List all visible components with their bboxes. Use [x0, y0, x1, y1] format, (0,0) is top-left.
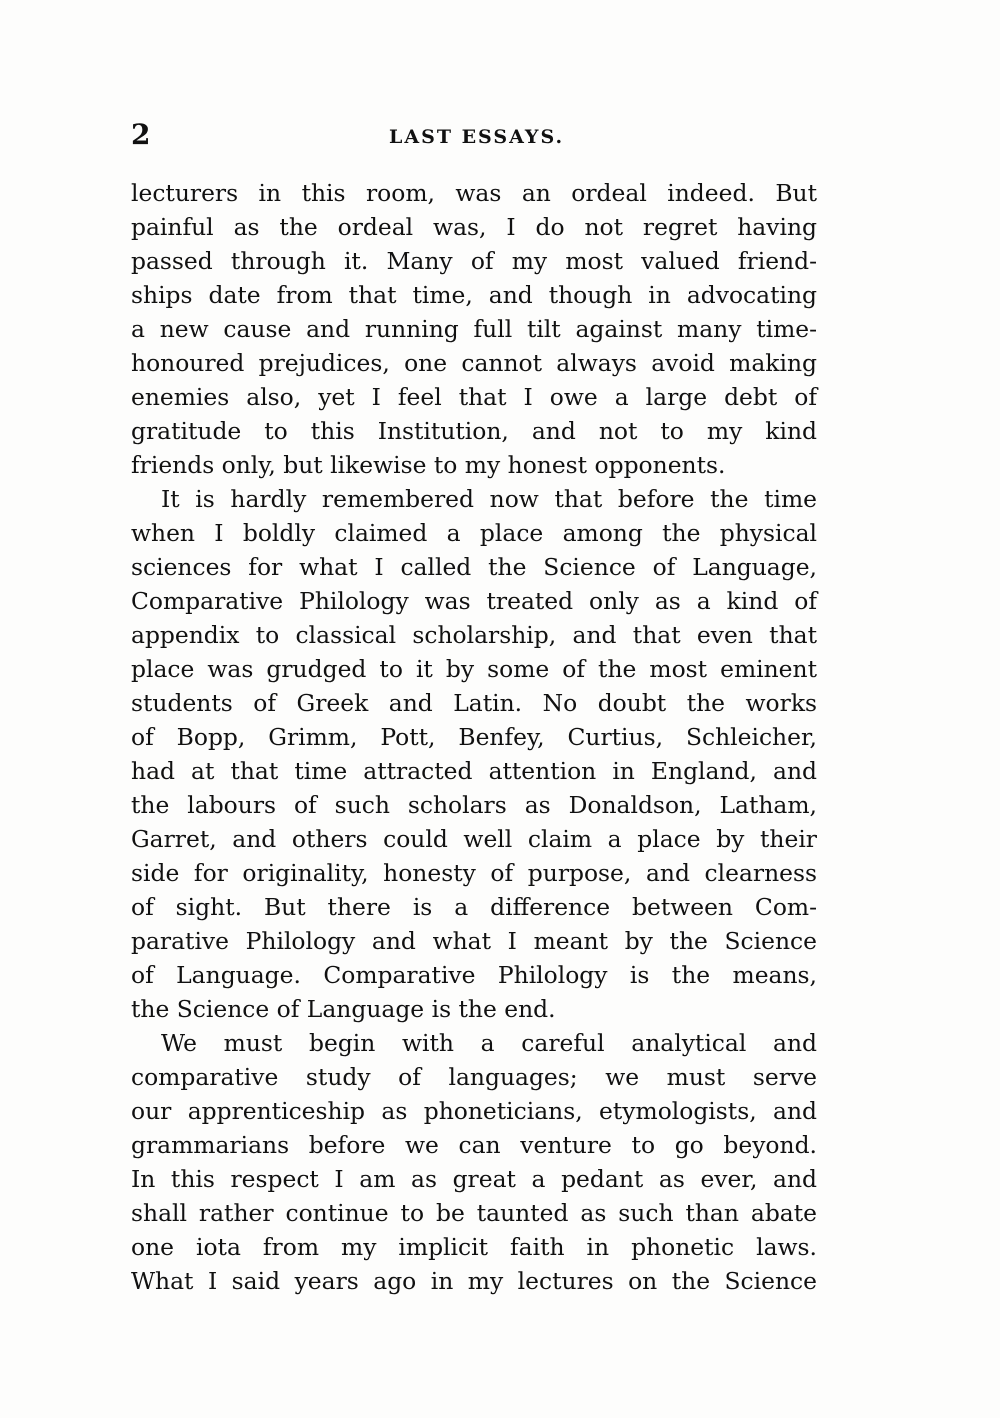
text-line: painful as the ordeal was, I do not regret having: [131, 213, 817, 241]
text-line: students of Greek and Latin. No doubt the works: [131, 689, 817, 717]
text-line: a new cause and running full tilt against many time-: [131, 315, 817, 343]
text-line: grammarians before we can venture to go beyond.: [131, 1131, 817, 1159]
text-line: Garret, and others could well claim a place by their: [131, 825, 817, 853]
text-line: when I boldly claimed a place among the physical: [131, 519, 817, 547]
paragraph-3: [131, 1026, 817, 1298]
text-line: passed through it. Many of my most valued friend-: [131, 247, 817, 275]
text-line: friends only, but likewise to my honest opponents.: [131, 451, 726, 479]
text-line: had at that time attracted attention in England, and: [131, 757, 817, 785]
text-line: enemies also, yet I feel that I owe a large debt of: [131, 383, 817, 411]
text-line: gratitude to this Institution, and not to my kind: [131, 417, 817, 445]
text-line: comparative study of languages; we must serve: [131, 1063, 817, 1091]
text-line: We must begin with a careful analytical and: [161, 1029, 817, 1057]
text-line: of sight. But there is a difference between Com-: [131, 893, 817, 921]
page-number: 2: [131, 118, 151, 151]
text-line: It is hardly remembered now that before the time: [161, 485, 817, 513]
text-line: Comparative Philology was treated only as a kind of: [131, 587, 817, 615]
text-line: parative Philology and what I meant by the Science: [131, 927, 817, 955]
text-line: shall rather continue to be taunted as such than abate: [131, 1199, 817, 1227]
text-line: the labours of such scholars as Donaldson, Latham,: [131, 791, 817, 819]
text-line: our apprenticeship as phoneticians, etymologists, and: [131, 1097, 817, 1125]
text-line: one iota from my implicit faith in phonetic laws.: [131, 1233, 817, 1261]
paragraph-1: [131, 176, 817, 482]
text-line: appendix to classical scholarship, and that even that: [131, 621, 817, 649]
text-line: of Bopp, Grimm, Pott, Benfey, Curtius, Schleicher,: [131, 723, 817, 751]
text-line: In this respect I am as great a pedant as ever, and: [131, 1165, 817, 1193]
paragraph-2: [131, 482, 817, 1026]
text-line: the Science of Language is the end.: [131, 995, 556, 1023]
text-line: What I said years ago in my lectures on the Science: [131, 1267, 817, 1295]
body-text: [131, 176, 817, 1298]
text-line: honoured prejudices, one cannot always avoid making: [131, 349, 817, 377]
text-line: sciences for what I called the Science of Language,: [131, 553, 817, 581]
running-head: LAST ESSAYS.: [389, 126, 565, 148]
page-header: [131, 118, 817, 158]
text-line: lecturers in this room, was an ordeal indeed. But: [131, 179, 817, 207]
text-line: of Language. Comparative Philology is the means,: [131, 961, 817, 989]
text-line: place was grudged to it by some of the most eminent: [131, 655, 817, 683]
text-line: side for originality, honesty of purpose, and clearness: [131, 859, 817, 887]
text-line: ships date from that time, and though in advocating: [131, 281, 817, 309]
